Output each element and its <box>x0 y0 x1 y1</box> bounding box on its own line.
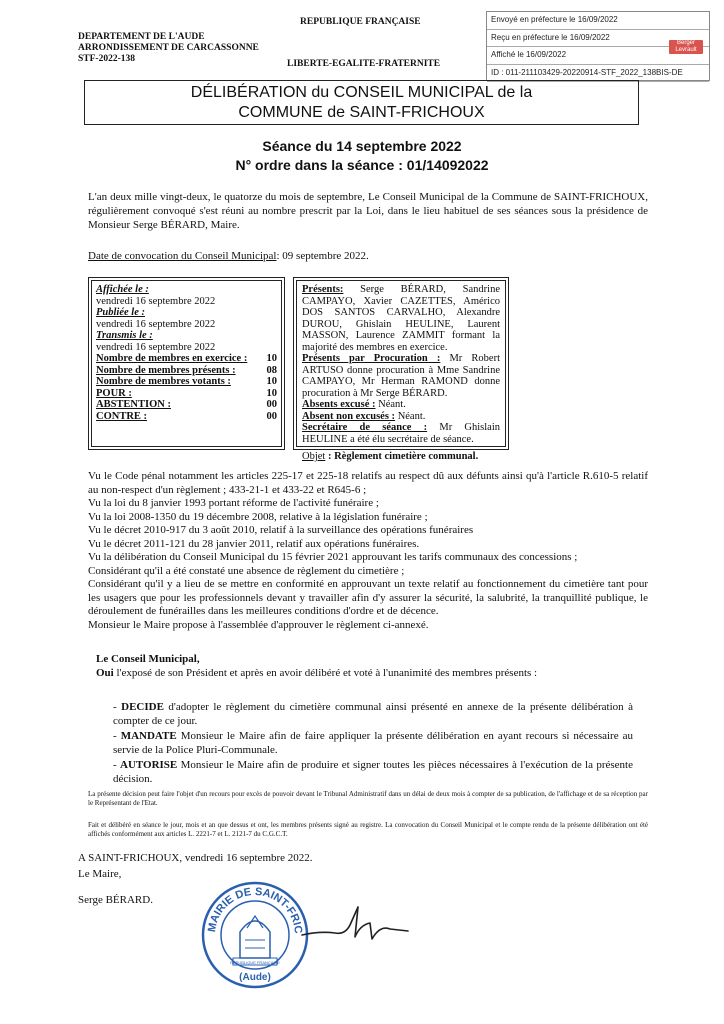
count-label: POUR : <box>96 387 132 399</box>
stamp-envoye: Envoyé en préfecture le 16/09/2022 <box>487 12 709 30</box>
publication-box <box>88 277 285 450</box>
seance-date: Séance du 14 septembre 2022 <box>262 138 462 154</box>
nonexcuse-entry <box>302 411 500 423</box>
visas-block <box>88 470 648 632</box>
presents-entry <box>302 284 500 353</box>
visa-line: Vu la loi du 8 janvier 1993 portant réforme de l'activité funéraire ; <box>88 497 379 509</box>
decision-text: d'adopter le règlement du cimetière communal ainsi présenté en annexe de la présente délibération à compter de ce jour. <box>113 701 633 727</box>
department-block <box>78 32 259 65</box>
visa-line: Vu la délibération du Conseil Municipal du 15 février 2021 approuvant les tarifs communaux des concessions ; <box>88 551 578 563</box>
seal-ring-text: MAIRIE DE SAINT-FRIC <box>205 885 305 935</box>
convocation-label: Date de convocation du Conseil Municipal <box>88 250 277 262</box>
oui-bold: Oui <box>96 667 114 679</box>
affichee-label: Affichée le : <box>96 284 149 295</box>
transmis-date: vendredi 16 septembre 2022 <box>96 341 216 353</box>
decision-verb: MANDATE <box>120 730 177 742</box>
closing-role: Le Maire, <box>78 868 122 880</box>
count-label: ABSTENTION : <box>96 399 171 410</box>
decision-text: Monsieur le Maire afin de produire et signer toutes les pièces nécessaires à l'exécution de la présente décision. <box>113 759 633 785</box>
count-value: 10 <box>266 376 277 387</box>
decision-autorise: - AUTORISE Monsieur le Maire afin de produire et signer toutes les pièces nécessaires à l'exécution de la présente décision. <box>113 759 633 785</box>
count-value: 00 <box>266 399 277 410</box>
recours-note: La présente décision peut faire l'objet d'un recours pour excès de pouvoir devant le Tribunal Administratif dans un délai de deux mois à compter de sa publication, de l'affichage et de sa réception par le Représentant de l'Etat. <box>88 790 648 807</box>
page-title <box>84 80 639 125</box>
secretaire-entry <box>302 422 500 445</box>
convocation-line <box>88 250 369 262</box>
count-value: 10 <box>266 387 277 399</box>
excuse-entry <box>302 399 500 411</box>
mairie-seal <box>200 880 310 990</box>
mayor-name: Serge BÉRARD. <box>78 894 153 906</box>
procuration-text: Mr Robert ARTUSO donne procuration à Mme Sandrine CAMPAYO, Mr Herman RAMOND donne procuration à Mr Serge BÉRARD. <box>302 353 500 399</box>
title-line-2: COMMUNE de SAINT-FRICHOUX <box>238 104 485 121</box>
count-row <box>96 399 277 411</box>
visa-line: Considérant qu'il y a lieu de se mettre en conformité en approuvant un texte relatif au fonctionnement du cimetière tant pour les usagers que pour les professionnels devant y travailler afin d'y assurer la sécurité, la salubrité, la tranquillité publique, le déroulement de funérailles dans les meilleures conditions d'ordre et de décence. <box>88 578 648 617</box>
nonexcuse-text: Néant. <box>395 410 426 422</box>
count-row <box>96 365 277 377</box>
objet-text: : Règlement cimetière communal. <box>325 451 479 462</box>
presents-label: Présents: <box>302 284 344 295</box>
decision-text: Monsieur le Maire afin de faire appliquer la présente délibération en ayant recours si nécessaire au servie de la Police Pluri-Communale. <box>113 730 633 756</box>
objet-entry <box>302 451 500 463</box>
oui-line <box>96 667 656 679</box>
visa-line: Vu la loi 2008-1350 du 19 décembre 2008, relative à la législation funéraire ; <box>88 510 428 523</box>
decision-decide: - DECIDE d'adopter le règlement du cimetière communal ainsi présenté en annexe de la présente délibération à compter de ce jour. <box>113 701 633 727</box>
affichee-date: vendredi 16 septembre 2022 <box>96 295 216 307</box>
visa-line: Vu le décret 2011-121 du 28 janvier 2011, relatif aux opérations funéraires. <box>88 537 420 550</box>
secretaire-label: Secrétaire de séance : <box>302 422 428 433</box>
attendance-box <box>293 277 509 462</box>
title-line-1: DÉLIBÉRATION du CONSEIL MUNICIPAL de la <box>190 84 533 101</box>
berger-levrault-logo: Berger Levrault <box>669 40 703 54</box>
oui-text: l'exposé de son Président et après en avoir délibéré et voté à l'unanimité des membres présents : <box>113 667 538 679</box>
presents-text: Serge BÉRARD, Sandrine CAMPAYO, Xavier CAZETTES, Américo DOS SANTOS CARVALHO, Alexandre DUROU, Ghislain HEULINE, Laurent MASSON, Laurence ZAMMIT formant la majorité des membres en exercice. <box>302 284 500 353</box>
motto-heading: LIBERTE-EGALITE-FRATERNITE <box>287 59 441 69</box>
department-line: DEPARTEMENT DE L'AUDE <box>78 32 205 42</box>
reference-line: STF-2022-138 <box>78 54 135 64</box>
count-value: 00 <box>266 410 277 422</box>
count-label: Nombre de membres en exercice : <box>96 353 248 364</box>
procuration-label: Présents par Procuration : <box>302 353 441 364</box>
visa-line: Vu le décret 2010-917 du 3 août 2010, relatif à la surveillance des opérations funéraires <box>88 524 474 536</box>
visa-line: Monsieur le Maire propose à l'assemblée d'approuver le règlement ci-annexé. <box>88 618 429 631</box>
seance-ordre: N° ordre dans la séance : 01/14092022 <box>235 157 489 173</box>
stamp-recu: Reçu en préfecture le 16/09/2022 <box>487 30 709 48</box>
transmis-label: Transmis le : <box>96 330 153 341</box>
prefecture-stamp <box>486 11 710 81</box>
arrondissement-line: ARRONDISSEMENT DE CARCASSONNE <box>78 43 259 53</box>
count-row <box>96 388 277 400</box>
count-value: 08 <box>266 364 277 376</box>
mayor-signature <box>300 895 410 955</box>
stamp-id: ID : 011-211103429-20220914-STF_2022_138BIS-DE <box>487 65 709 83</box>
objet-label: Objet <box>302 451 326 462</box>
publiee-date: vendredi 16 septembre 2022 <box>96 318 216 330</box>
seal-band-text: RÉPUBLIQUE FRANÇAISE <box>230 960 280 965</box>
count-row <box>96 376 277 388</box>
count-label: Nombre de membres votants : <box>96 376 231 387</box>
count-label: Nombre de membres présents : <box>96 364 236 376</box>
stamp-affiche: Affiché le 16/09/2022 <box>487 47 709 65</box>
secretaire-text: Mr Ghislain HEULINE a été élu secrétaire de séance. <box>302 422 500 445</box>
count-value: 10 <box>266 353 277 364</box>
republic-heading: REPUBLIQUE FRANÇAISE <box>300 17 421 27</box>
count-row <box>96 411 277 423</box>
decision-verb: DECIDE <box>121 701 164 713</box>
procuration-entry <box>302 353 500 399</box>
visa-line: Vu le Code pénal notamment les articles 225-17 et 225-18 relatifs au respect dû aux défunts ainsi qu'à l'article R.610-5 relatif au non-respect d'un règlement ; 433-21-1 et 433-22 et R645-6 ; <box>88 470 648 496</box>
convocation-value: : 09 septembre 2022. <box>276 250 369 262</box>
excuse-label: Absents excusé : <box>302 399 376 410</box>
closing-place-date: A SAINT-FRICHOUX, vendredi 16 septembre 2022. <box>78 852 313 864</box>
decision-verb: AUTORISE <box>120 759 178 771</box>
publiee-label: Publiée le : <box>96 307 145 318</box>
affichage-note: Fait et délibéré en séance le jour, mois et an que dessus et ont, les membres présents signé au registre. La convocation du Conseil Municipal et le compte rendu de la présente délibération ont été affichés conformément aux articles L. 2221-7 et L. 2121-7 du C.G.C.T. <box>88 821 648 838</box>
intro-paragraph: L'an deux mille vingt-deux, le quatorze du mois de septembre, Le Conseil Municipal de la Commune de SAINT-FRICHOUX, régulièrement convoqué s'est réuni au nombre prescrit par la Loi, dans le lieu habituel de ses séances sous la présidence de Monsieur Serge BÉRARD, Maire. <box>88 191 648 231</box>
nonexcuse-label: Absent non excusés : <box>302 410 396 422</box>
conseil-title: Le Conseil Municipal, <box>96 653 200 665</box>
decision-mandate: - MANDATE Monsieur le Maire afin de faire appliquer la présente délibération en ayant recours si nécessaire au servie de la Police Pluri-Communale. <box>113 730 633 756</box>
count-label: CONTRE : <box>96 410 148 422</box>
excuse-text: Néant. <box>375 399 406 410</box>
seal-aude-text: (Aude) <box>239 972 271 983</box>
count-row <box>96 353 277 365</box>
visa-line: Considérant qu'il a été constaté une absence de règlement du cimetière ; <box>88 564 405 577</box>
